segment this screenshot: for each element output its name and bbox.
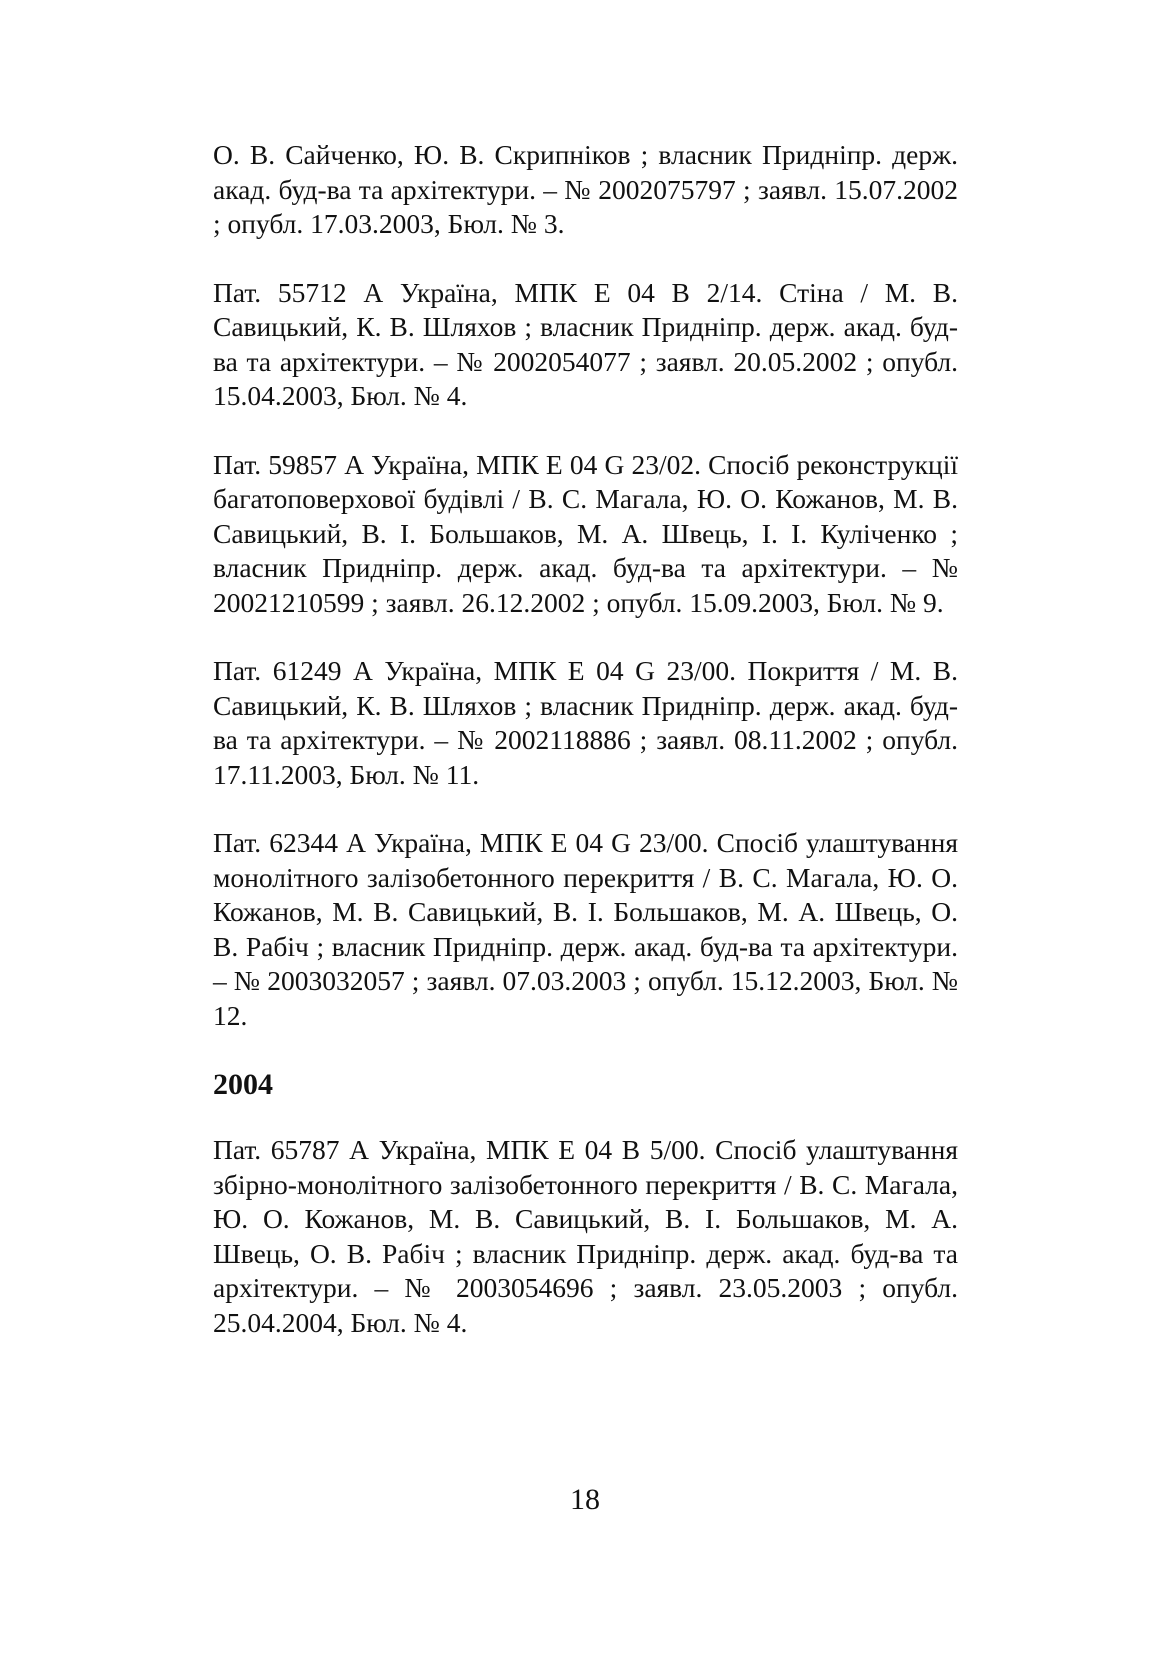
bibliography-column [213,138,958,1374]
bibliography-entry: Пат. 65787 А Україна, МПК Е 04 В 5/00. Спосіб улаштування збірно-монолітного залізобетонного перекриття / В. С. Магала, Ю. О. Кожанов, М. В. Савицький, В. І. Большаков, М. А. Швець, О. В. Рабіч ; власник Придніпр. держ. акад. буд-ва та архітектури. – № 2003054696 ; заявл. 23.05.2003 ; опубл. 25.04.2004, Бюл. № 4. [213,1134,958,1338]
bibliography-entry: Пат. 61249 А Україна, МПК Е 04 G 23/00. Покриття / М. В. Савицький, К. В. Шляхов ; власник Придніпр. держ. акад. буд-ва та архітектури. – № 2002118886 ; заявл. 08.11.2002 ; опубл. 17.11.2003, Бюл. № 11. [213,655,958,790]
bibliography-entry: Пат. 59857 А Україна, МПК Е 04 G 23/02. Спосіб реконструкції багатоповерхової будівлі / В. С. Магала, Ю. О. Кожанов, М. В. Савицький, В. І. Большаков, М. А. Швець, І. І. Куліченко ; власник Придніпр. держ. акад. буд-ва та архітектури. – № 20021210599 ; заявл. 26.12.2002 ; опубл. 15.09.2003, Бюл. № 9. [213,448,958,618]
bibliography-entry: О. В. Сайченко, Ю. В. Скрипніков ; власник Придніпр. держ. акад. буд-ва та архітектури. – № 2002075797 ; заявл. 15.07.2002 ; опубл. 17.03.2003, Бюл. № 3. [213,139,958,239]
bibliography-entry: Пат. 62344 А Україна, МПК Е 04 G 23/00. Спосіб улаштування монолітного залізобетонного перекриття / В. С. Магала, Ю. О. Кожанов, М. В. Савицький, В. І. Большаков, М. А. Швець, О. В. Рабіч ; власник Придніпр. держ. акад. буд-ва та архітектури. – № 2003032057 ; заявл. 07.03.2003 ; опубл. 15.12.2003, Бюл. № 12. [213,827,958,1031]
bibliography-entry: Пат. 55712 А Україна, МПК Е 04 В 2/14. Стіна / М. В. Савицький, К. В. Шляхов ; власник Придніпр. держ. акад. буд-ва та архітектури. – № 2002054077 ; заявл. 20.05.2002 ; опубл. 15.04.2003, Бюл. № 4. [213,276,958,411]
year-heading: 2004 [213,1068,273,1101]
page-number: 18 [570,1483,600,1516]
